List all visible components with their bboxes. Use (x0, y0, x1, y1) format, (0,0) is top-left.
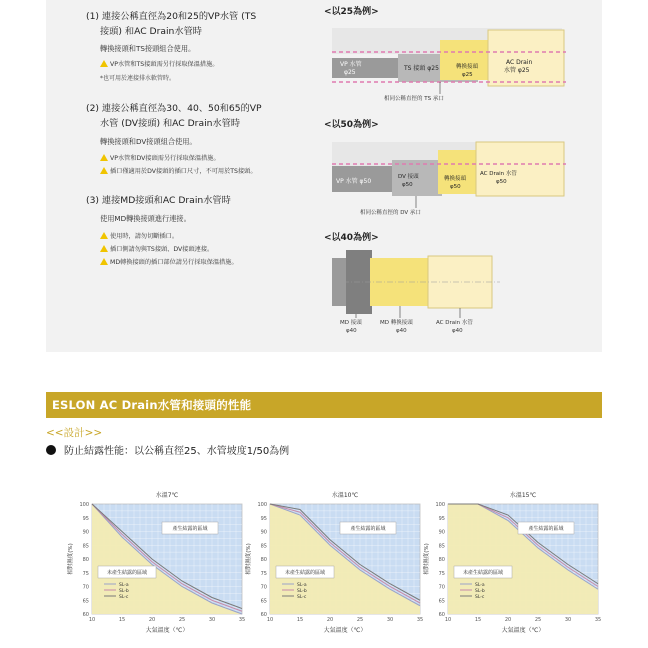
chart1-lower-label: 未產生結露的區域 (106, 570, 148, 576)
diagram1-label-vp-2: φ25 (344, 69, 356, 76)
chart1-xtick: 35 (238, 617, 246, 623)
chart2-title: 水溫10℃ (331, 492, 359, 499)
diagram2-label-vp: VP 水管 φ50 (336, 178, 372, 185)
chart2-xtick: 15 (296, 617, 304, 623)
chart3-xtick: 15 (474, 617, 482, 623)
diagram3-label-conv-2: φ40 (396, 328, 407, 334)
chart2-ytick: 65 (260, 598, 267, 605)
chart1-xtick: 25 (178, 617, 186, 623)
section2-warning-2: 插口僅適用於DV接頭的插口尺寸，不可用於TS接頭。 (100, 166, 257, 175)
section2-warning-1: VP水管和DV接頭需另行採取保溫措施。 (100, 153, 220, 162)
section3-sub: 使用MD轉換接頭進行連接。 (100, 214, 191, 223)
bullet-dot (46, 445, 56, 455)
chart3-ytick: 65 (438, 598, 445, 605)
chart3-ytick: 70 (438, 584, 445, 591)
chart1-legend-label: SL-c (119, 594, 129, 600)
diagram3-label-ac-2: φ40 (452, 328, 463, 334)
chart3-ytick: 85 (438, 543, 445, 550)
chart2-upper-label: 產生結露的區域 (350, 526, 386, 532)
chart1-ytick: 70 (82, 584, 89, 591)
section1-title-line1: (1) 連接公稱直徑為20和25的VP水管 (TS (86, 11, 257, 22)
section1-title-line2: 接頭) 和AC Drain水管時 (100, 26, 202, 37)
diagram3-label-md-2: φ40 (346, 328, 357, 334)
chart3-xtick: 10 (444, 617, 452, 623)
diagram1-label-ac-1: AC Drain (506, 59, 533, 66)
chart2-xlabel: 大氣溫度（℃） (323, 627, 367, 634)
chart2-ytick: 90 (260, 529, 267, 536)
chart2-xtick: 20 (326, 617, 334, 623)
chart1-title: 水溫7℃ (155, 492, 179, 499)
diagram3-title: <以40為例> (324, 233, 379, 243)
design-label: <<設計>> (46, 427, 103, 439)
section2-sub: 轉換接頭和DV接頭組合使用。 (100, 137, 197, 146)
diagram2-caption: 相同公稱直徑的 DV 承口 (360, 210, 421, 216)
diagram1-label-ts: TS 接頭 φ25 (404, 65, 439, 72)
chart2-ytick: 70 (260, 584, 267, 591)
chart3-legend-label: SL-b (475, 588, 485, 594)
chart1-xtick: 20 (148, 617, 156, 623)
diagram1-caption: 相同公稱直徑的 TS 承口 (384, 96, 444, 102)
condensation-charts (0, 470, 648, 648)
chart3-ytick: 60 (438, 612, 445, 618)
section2-title-line1: (2) 連接公稱直徑為30、40、50和65的VP (86, 103, 262, 114)
section2-title-line2: 水管 (DV接頭) 和AC Drain水管時 (100, 118, 241, 129)
diagram2-label-dv-2: φ50 (402, 182, 413, 188)
diagram3-ac-pipe (428, 256, 492, 308)
chart3-legend-label: SL-c (475, 594, 485, 600)
chart3-ylabel: 相對濕度(%) (424, 543, 430, 575)
chart1-xtick: 15 (118, 617, 126, 623)
chart2-ytick: 75 (260, 570, 267, 577)
chart3-ytick: 100 (435, 502, 445, 508)
chart2-xtick: 35 (416, 617, 424, 623)
chart2-lower-label: 未產生結露的區域 (284, 570, 326, 576)
chart1-ytick: 75 (82, 570, 89, 577)
chart2-xtick: 25 (356, 617, 364, 623)
section3-title: (3) 連接MD接頭和AC Drain水管時 (86, 195, 231, 206)
chart1-ytick: 95 (82, 515, 89, 522)
chart3-upper-label: 產生結露的區域 (528, 526, 564, 532)
chart3-ytick: 80 (438, 557, 445, 563)
chart1-ytick: 100 (79, 502, 89, 508)
diagram2-label-conv-1: 轉換接頭 (444, 176, 467, 182)
diagram3-label-conv-1: MD 轉換接頭 (380, 320, 413, 326)
diagram2-ac-pipe (476, 142, 564, 196)
diagram1-ac-pipe (488, 30, 564, 86)
chart1-legend-label: SL-b (119, 588, 129, 594)
chart3-ytick: 90 (438, 529, 445, 536)
chart3-lower-label: 未產生結露的區域 (462, 570, 504, 576)
section1-sub: 轉換接頭和TS接頭組合使用。 (100, 44, 196, 53)
chart2-legend-label: SL-c (297, 594, 307, 600)
chart3-xtick: 30 (564, 617, 572, 623)
diagram2-label-ac-2: φ50 (496, 179, 507, 185)
chart3-xtick: 25 (534, 617, 542, 623)
banner-text: ESLON AC Drain水管和接頭的性能 (52, 398, 252, 412)
section3-warning-1: 使用時，請勿切斷插口。 (100, 231, 178, 240)
diagram1-label-conv-1: 轉換接頭 (456, 64, 479, 70)
diagram3-label-ac-1: AC Drain 水管 (436, 320, 473, 326)
section1-warning-1: VP水管和TS接頭需另行採取保溫措施。 (100, 59, 218, 68)
chart1-ytick: 90 (82, 529, 89, 536)
diagram2-label-dv-1: DV 接頭 (398, 174, 419, 180)
chart2-xtick: 30 (386, 617, 394, 623)
diagram1-label-vp-1: VP 水管 (340, 61, 362, 68)
section3-warning-2: 插口側請勿與TS接頭、DV接頭連接。 (100, 244, 213, 253)
chart2-xtick: 10 (266, 617, 274, 623)
chart3-xtick: 35 (594, 617, 602, 623)
chart3-ytick: 95 (438, 515, 445, 522)
chart1-ytick: 80 (82, 557, 89, 563)
chart2-ytick: 100 (257, 502, 267, 508)
chart1-legend-label: SL-a (119, 582, 129, 588)
chart1-ytick: 65 (82, 598, 89, 605)
chart1-ytick: 85 (82, 543, 89, 550)
chart3-xtick: 20 (504, 617, 512, 623)
chart1-upper-label: 產生結露的區域 (172, 526, 208, 532)
chart2-ytick: 85 (260, 543, 267, 550)
diagram1-label-conv-2: φ25 (462, 72, 473, 78)
chart2-ylabel: 相對濕度(%) (246, 543, 252, 575)
condensation-bullet: 防止結露性能：以公稱直徑25、水管坡度1/50為例 (46, 442, 289, 457)
chart3-ytick: 75 (438, 570, 445, 577)
chart3-title: 水溫15℃ (509, 492, 537, 499)
chart2-ytick: 60 (260, 612, 267, 618)
chart2-ytick: 80 (260, 557, 267, 563)
chart1-xlabel: 大氣溫度（℃） (145, 627, 189, 634)
performance-banner (46, 392, 602, 418)
chart2-ytick: 95 (260, 515, 267, 522)
chart1-xtick: 30 (208, 617, 216, 623)
diagram2-label-conv-2: φ50 (450, 184, 461, 190)
chart2-legend-label: SL-a (297, 582, 307, 588)
chart2-legend-label: SL-b (297, 588, 307, 594)
section1-note: *也可用於連接排水軟管時。 (100, 75, 176, 82)
diagram2-label-ac-1: AC Drain 水管 (480, 171, 517, 177)
chart1-xtick: 10 (88, 617, 96, 623)
chart3-xlabel: 大氣溫度（℃） (501, 627, 545, 634)
diagram1-label-ac-2: 水管 φ25 (504, 67, 530, 74)
diagram3-label-md-1: MD 接頭 (340, 320, 362, 326)
chart1-ytick: 60 (82, 612, 89, 618)
chart3-legend-label: SL-a (475, 582, 485, 588)
diagram2-title: <以50為例> (324, 120, 379, 130)
diagram1-title: <以25為例> (324, 7, 379, 17)
chart1-ylabel: 相對濕度(%) (68, 543, 74, 575)
section3-warning-3: MD轉換接頭的插口部位請另行採取保溫措施。 (100, 257, 238, 266)
